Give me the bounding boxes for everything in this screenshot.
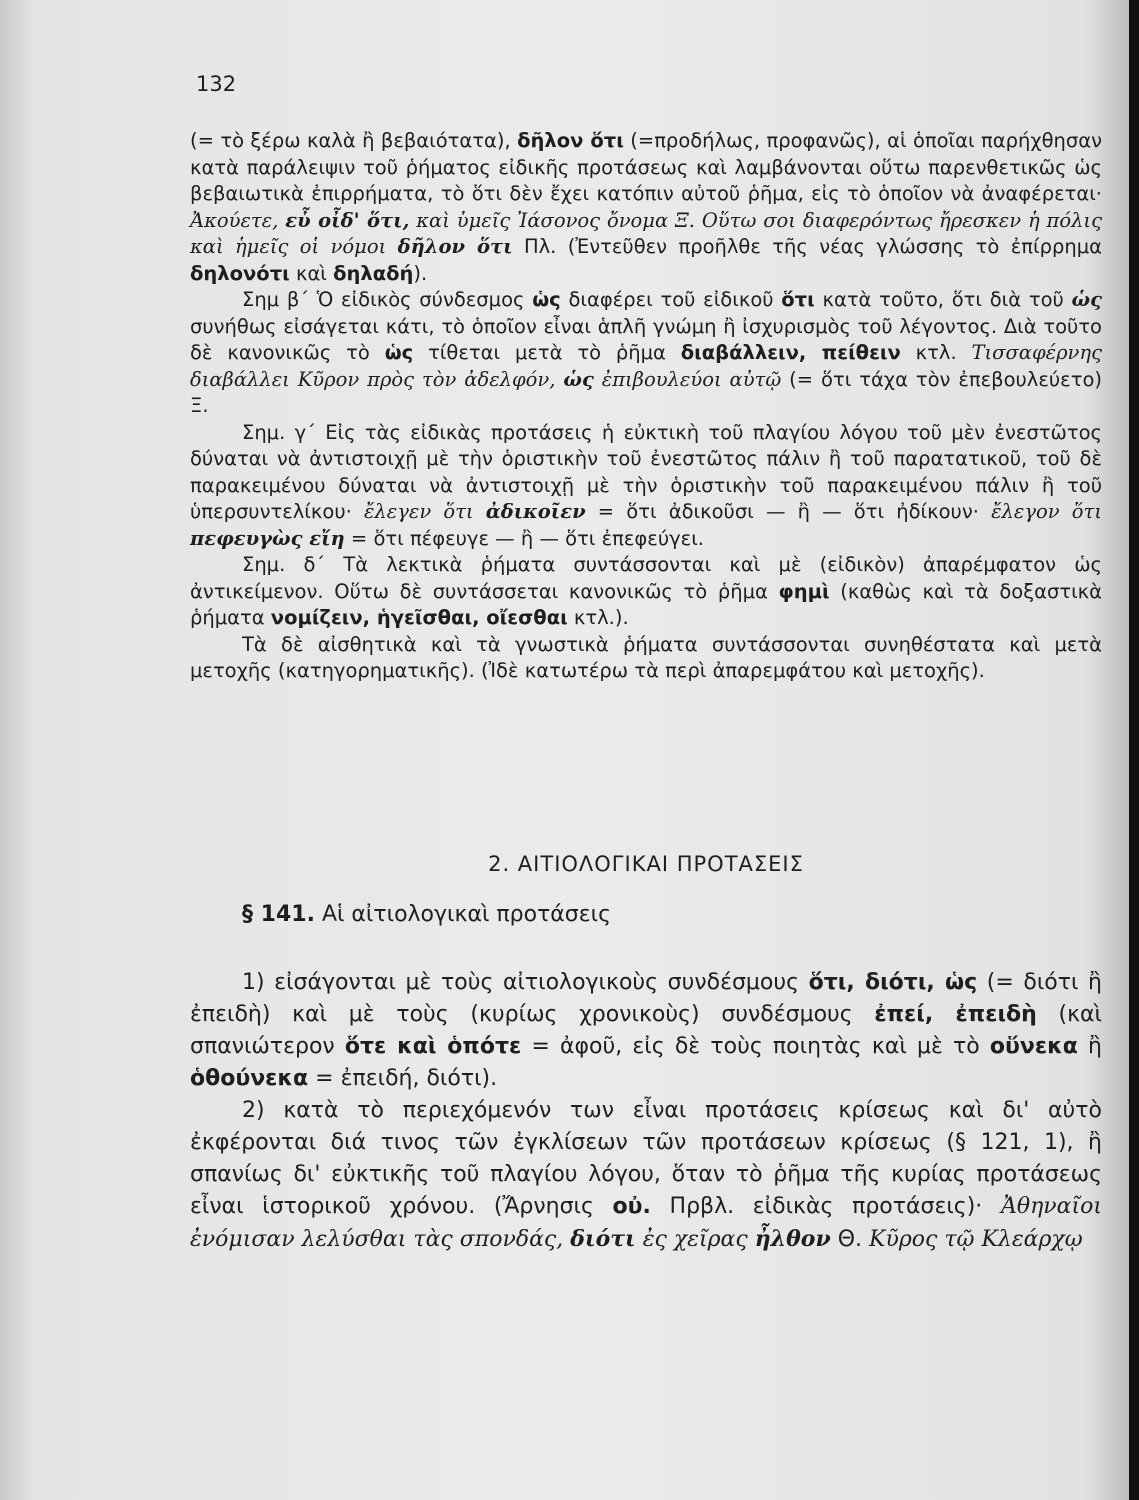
text-run: (καὶ σπανιώτερον <box>190 1002 1103 1059</box>
text-run: ). <box>413 261 428 285</box>
bold-term: ὡς <box>384 341 414 364</box>
text-run: διαφέρει τοῦ εἰδικοῦ <box>560 288 782 311</box>
italic-quote: ἐς χεῖρας <box>635 1227 755 1252</box>
text-run: 2) κατὰ τὸ περιεχόμενόν των εἶναι προτάσεις κρίσεως καὶ δι' αὐτὸ ἐκφέρονται διά τινος τῶν ἐγκλίσεων τῶν προτάσεων κρίσεως (§ 121, 1), ἢ σπανίως δι' εὐκτικῆς τοῦ πλαγίου λόγου, ὅταν τὸ ῥῆμα τῆς κυρίας προτάσεως εἶναι ἱστορικοῦ χρόνου. (Ἄρνησις <box>190 1098 1102 1219</box>
text-run: Σημ β΄ Ὁ εἰδικὸς σύνδεσμος <box>242 288 533 311</box>
bold-term: ὡς <box>532 288 561 311</box>
italic-quote: Τισσαφέρνης διαβάλλει Κῦρον πρὸς τὸν ἀδελφόν, <box>190 341 1103 391</box>
section-heading: 2. ΑΙΤΙΟΛΟΓΙΚΑΙ ΠΡΟΤΑΣΕΙΣ <box>488 852 804 876</box>
list-item <box>190 967 1102 1095</box>
text-run: Πρβλ. εἰδικὰς προτάσεις)· <box>650 1194 1001 1219</box>
bold-term: δηλονότι <box>190 261 290 285</box>
text-run: (= τὸ ξέρω καλὰ ἢ βεβαιότατα), <box>190 129 518 152</box>
text-run: Σημ. δ΄ Τὰ λεκτικὰ ῥήματα συντάσσονται καὶ μὲ (εἰδικὸν) ἀπαρέμφατον ὡς ἀντικείμενον. Οὕτω δὲ συντάσσεται κανονικῶς τὸ ῥῆμα <box>190 553 1102 603</box>
italic-quote: καὶ ὑμεῖς Ἰάσονος ὄνομα Ξ. Οὕτω σοι διαφερόντως ἤρεσκεν ἡ πόλις καὶ ἡμεῖς οἱ νόμοι <box>190 208 1103 258</box>
text-block-upper <box>190 128 1102 685</box>
text-run: 1) εἰσάγονται μὲ τοὺς αἰτιολογικοὺς συνδέσμους <box>242 970 809 995</box>
italic-quote: Ἀκούετε, <box>190 208 286 232</box>
italic-quote: ἔλεγον ὅτι <box>991 500 1102 523</box>
text-run: Σημ. γ΄ Εἰς τὰς εἰδικὰς προτάσεις ἡ εὐκτικὴ τοῦ πλαγίου λόγου τοῦ μὲν ἐνεστῶτος δύναται νὰ ἀντιστοιχῇ μὲ τὴν ὁριστικὴν τοῦ ἐνεστῶτος πάλιν ἢ τοῦ παρατατικοῦ, τοῦ δὲ παρακειμένου δύναται νὰ ἀντιστοιχῇ μὲ τὴν ὁριστικὴν τοῦ παρακειμένου πάλιν ἢ τοῦ ὑπερσυντελίκου· <box>190 420 1102 523</box>
text-run: = ὅτι πέφευγε — ἢ — ὅτι ἐπεφεύγει. <box>344 526 704 550</box>
bold-term: ὅτι, διότι, ὡς <box>808 970 978 995</box>
page-number: 132 <box>196 72 237 96</box>
section-number: § 141. <box>242 902 315 927</box>
text-run: συνήθως εἰσάγεται κάτι, τὸ ὁποῖον εἶναι ἁπλῆ γνώμη ἢ ἰσχυρισμὸς τοῦ λέγοντος. Διὰ τοῦτο δὲ κανονικῶς τὸ <box>190 314 1102 364</box>
bold-term: διαβάλλειν, πείθειν <box>680 341 901 364</box>
italic-quote: Ἀθηναῖοι ἐνόμισαν λελύσθαι τὰς σπονδάς, <box>190 1194 1102 1252</box>
paragraph <box>190 287 1102 420</box>
bold-term: δηλαδή <box>333 261 414 285</box>
bold-term: δῆλον ὅτι <box>397 235 513 258</box>
paragraph <box>190 552 1102 632</box>
text-run: = ὅτι ἀδικοῦσι — ἢ — ὅτι ἠδίκουν· <box>585 500 992 523</box>
text-run: (=προδήλως, προφανῶς), αἱ ὁποῖαι παρήχθησαν κατὰ παράλειψιν τοῦ ῥήματος εἰδικῆς προτάσεως καὶ λαμβάνονται οὕτω παρενθετικῶς ὡς βεβαιωτικὰ ἐπιρρήματα, τὸ ὅτι δὲν ἔχει κατόπιν αὐτοῦ ῥῆμα, εἰς τὸ ὁποῖον νὰ ἀναφέρεται· <box>190 129 1103 205</box>
text-run: κτλ.). <box>567 606 629 629</box>
text-run: κτλ. <box>900 341 972 364</box>
bold-term: οὐ. <box>612 1194 651 1219</box>
bold-term: εὖ οἶδ' ὅτι, <box>285 208 410 232</box>
section-title-text: Αἱ αἰτιολογικαὶ προτάσεις <box>314 902 611 927</box>
bold-term: οὕνεκα <box>989 1034 1078 1059</box>
bold-term: ἦλθον <box>754 1226 831 1252</box>
bold-term: ὅτε καὶ ὁπότε <box>344 1034 522 1059</box>
bold-term: ὁθούνεκα <box>190 1066 309 1091</box>
text-block-lower <box>190 967 1102 1256</box>
bold-term: φημὶ <box>778 579 830 603</box>
italic-quote: ἐπιβουλεύοι αὐτῷ <box>593 367 782 391</box>
text-run: = ἀφοῦ, εἰς δὲ τοὺς ποιητὰς καὶ μὲ τὸ <box>521 1034 990 1059</box>
paragraph <box>190 128 1102 287</box>
list-item <box>190 1095 1102 1256</box>
text-run: (= ὅτι τάχα τὸν ἐπεβουλεύετο) Ξ. <box>190 367 1102 417</box>
text-run: τίθεται μετὰ τὸ ῥῆμα <box>413 341 681 364</box>
bold-term: πεφευγὼς εἴη <box>190 526 345 550</box>
bold-term: ἀδικοῖεν <box>485 500 586 523</box>
text-run: Πλ. (Ἐντεῦθεν προῆλθε τῆς νέας γλώσσης τὸ ἐπίρρημα <box>512 235 1103 258</box>
bold-term: νομίζειν, ἡγεῖσθαι, οἴεσθαι <box>270 606 568 629</box>
italic-quote: Κῦρος τῷ Κλεάρχῳ <box>869 1227 1083 1252</box>
bold-term: ἐπεί, ἐπειδὴ <box>874 1002 1037 1027</box>
text-run: ἢ <box>1077 1034 1103 1059</box>
text-run: (= διότι ἢ ἐπειδὴ) καὶ μὲ τοὺς (κυρίως χρονικοὺς) συνδέσμους <box>190 970 1103 1027</box>
text-run: κατὰ τοῦτο, ὅτι διὰ τοῦ <box>814 288 1072 311</box>
paragraph: Τὰ δὲ αἰσθητικὰ καὶ τὰ γνωστικὰ ῥήματα συντάσσονται συνηθέστατα καὶ μετὰ μετοχῆς (κατηγορηματικῆς). (Ἰδὲ κατωτέρω τὰ περὶ ἀπαρεμφάτου καὶ μετοχῆς). <box>190 632 1102 682</box>
text-run: = ἐπειδή, διότι). <box>308 1066 498 1091</box>
bold-term: ὡς <box>563 367 594 391</box>
bold-term: δῆλον ὅτι <box>517 129 624 152</box>
text-run: (καθὼς καὶ τὰ δοξαστικὰ ῥήματα <box>190 579 1103 629</box>
paragraph <box>190 420 1102 553</box>
text-run: καὶ <box>289 261 334 285</box>
text-run: Θ. <box>830 1227 870 1252</box>
bold-term: ὅτι <box>781 288 815 311</box>
section-title <box>242 902 611 927</box>
bold-term: ὡς <box>1071 288 1102 311</box>
bold-term: διότι <box>570 1226 636 1252</box>
italic-quote: ἔλεγεν ὅτι <box>363 500 486 523</box>
